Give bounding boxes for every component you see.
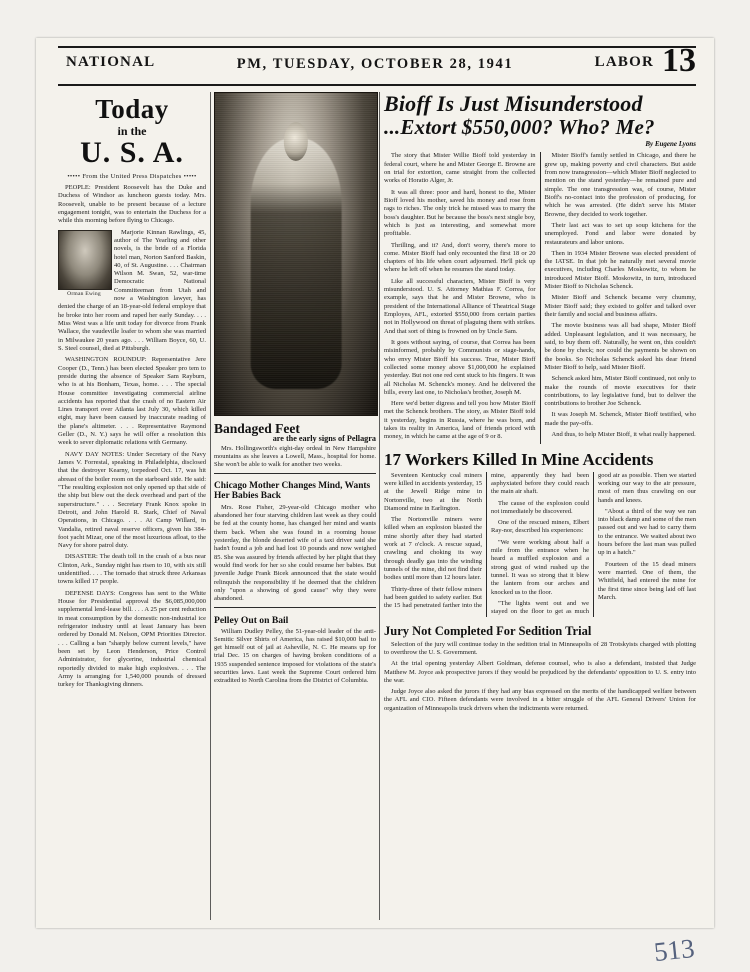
paragraph: NAVY DAY NOTES: Under Secretary of the Navy James V. Forrestal, speaking in Philadelphia, disclosed that the destroyer Kearny, torpedoed Oct. 17, was hit abreast of the boiler room on the starboard side. He said: "The resulting explosion not only opened up that side of the ship but blew out the deck overhead and part of the superstructure." . . . Secretary Frank Knox spoke in Detroit, and John Harold R. Stark, Chief of Naval Operations, in Chicago. . . . At Camp Willard, in Vandalia, retired naval reserve officers, given his 384-foot yacht Mizar, one of the most luxurious afloat, to the Navy for shore patrol duty. [58, 450, 206, 550]
paragraph: "About a third of the way we ran into black damp and some of the men passed out and we had to carry them to the entrance. We waited about two hours before the last man was pulled up in a hatch." [598, 507, 696, 557]
paragraph: Selection of the jury will continue today in the sedition trial in Minneapolis of 28 Trotskyists charged with plotting to overthrow the U. S. Government. [384, 640, 696, 656]
mine-accidents-headline: 17 Workers Killed In Mine Accidents [384, 449, 654, 469]
paragraph: The story that Mister Willie Bioff told yesterday in federal court, where he and Mister George E. Browne are on trial for extortion, came straight from the collected works of Horatio Alger, Jr. [384, 152, 536, 185]
chicago-mother-headline: Chicago Mother Changes Mind, Wants Her Babies Back [214, 480, 371, 502]
handwritten-annotation: 513 [651, 932, 696, 968]
today-headline [58, 96, 206, 168]
paragraph: Judge Joyce also asked the jurors if they had any bias expressed on the merits of the handicapped welfare between the AFL and CIO. Fifteen defendants were involved in a bitter struggle of the AFL General Drivers' Union for organization of Minneapolis truck drivers when the indictments were returned. [384, 688, 696, 712]
standing-figure-photo [214, 92, 378, 416]
portrait-caption: Orman Ewing [67, 290, 101, 297]
paragraph: One of the rescued miners, Elbert Ray-nor, described his experiences: [491, 519, 589, 535]
bioff-headline-line1: Bioff Is Just Misunderstood [384, 91, 643, 116]
pelley-headline: Pelley Out on Bail [214, 614, 289, 626]
paragraph: DEFENSE DAYS: Congress has sent to the White House for Presidential approval the $6,085,000,000 supplemental lend-lease bill. . . . A 25 per cent reduction in meat consumption by the domestic non-industrial ice refrigerator industry until at least January has been ordered by Donald M. Nelson, OPM Priorities Director. . . . Calling a ban "sharply below current levels," have been set by Leon Henderson, Price Control Administrator, for glycerine, industrial chemical reportedly divided to make high explosives. . . . The Army is arranging for 1,540,000 pounds of dressed turkey for Thanksgiving dinners. [58, 589, 206, 689]
column-bioff-feature [384, 92, 696, 920]
bioff-headline [384, 92, 696, 138]
masthead-section-right: LABOR [594, 54, 654, 70]
section-rule [214, 607, 376, 608]
pelley-body [214, 628, 376, 686]
paragraph: Schenck asked him, Mister Bioff continued, not only to make the rounds of movie executives for their contributions, to lay legislative fund, but to deliver the contributions to brother Joe Schenck. [544, 375, 696, 408]
paragraph: Marjorie Kinnan Rawlings, 45, author of The Yearling and other novels, is the bride of a Florida hotel man, Norton Sanford Baskin, 40, of St. Augustine. . . . Chairman Wilson M. Swan, 52, war-time Democratic National Committeeman from Utah and now a Washington lawyer, has denied the charge of an 18-year-old federal employe that he broke into her room and raped her early Sunday. . . . Miss West was a life unit today for divorce from Frank Wallace, the vaudeville loafer to whom she was married in Milwaukee 20 years ago. . . . William Boyce, 60, U. S. Steel counsel, died at Pittsburgh. [58, 228, 206, 352]
paragraph: Mrs. Rose Fisher, 29-year-old Chicago mother who abandoned her four starving children last week as they could be fed at the county home, has changed her mind and wants them back. When she was found in a rooming house yesterday, the blonde deserted wife of a taxi driver said she hadn't found a job and had lost 10 pounds and now weighed 85. She was assured by friends affected by her plight that they would find work for her so she could resume her babies. But juvenile Judge Frank Bicek announced that the state would relinquish the responsibility if he deemed that the children only "upon a showing of good cause" why they were abandoned. [214, 503, 376, 603]
bioff-byline: By Eugene Lyons [645, 140, 696, 149]
photo-figure-head [284, 122, 308, 161]
paragraph: "We were working about half a mile from the entrance when he heard a muffled explosion and a strong gust of wind rushed up the tunnel. It was so strong that it blew the lantern from our arches and knocked us to the floor. [491, 538, 589, 596]
paragraph: The cause of the explosion could not immediately be discovered. [491, 499, 589, 515]
newspaper-page-scan [36, 38, 714, 928]
sedition-trial-headline: Jury Not Completed For Sedition Trial [384, 623, 592, 638]
paragraph: Then in 1934 Mister Browne was elected president of the IATSE. In that job he naturally met several movie executives, including Charles Moskowitz, to whom he introduced Mister Bioff. Moskowitz, in turn, introduced Mister Bioff to Nicholas Schenck. [544, 249, 696, 291]
paragraph: "The lights went out and we stayed on the floor to get as much good air as possible. Then we started working our way to the air pressure, most of men thus crawling on our hands and knees. [491, 471, 696, 616]
paragraph: The movie business was all bad shape, Mister Bioff added. Unpleasant legislation, and it was necessary, he said, to buy them off. Naturally, he went on, this couldn't be done by check; nor could the payments be shown on the books. So Nicholas Schenck asked his dear friend Mister Bioff to help, said Mister Bioff. [544, 322, 696, 371]
section-rule [214, 473, 376, 474]
paragraph: Thirty-three of their fellow miners had been guided to safety earlier. But the 15 had penetrated farther into the mine, apparently they had been asphyxiated before they could reach the main air shaft. [384, 471, 589, 610]
bioff-headline-line2: ...Extort $550,000? Who? Me? [384, 114, 655, 139]
masthead-rule-top [58, 46, 696, 48]
paragraph: It was all three: poor and hard, honest to the, Mister Bioff loved his mother, saved his money and rose from rags to riches. The only trick he missed was to marry the boss's daughter. But he because the boss's next single boy, which is just as interesting, and somewhat more profitable. [384, 188, 536, 238]
column-divider-2 [379, 92, 380, 920]
bandaged-feet-headline-kicker: are the early signs of Pellagra [272, 434, 376, 444]
chicago-mother-body [214, 504, 376, 604]
paragraph: Mister Bioff and Schenck became very chummy, Mister Bioff said; they existed to golfer and talked over their family and social and business affairs. [544, 294, 696, 319]
today-body [58, 184, 206, 689]
masthead-dateline: PM, TUESDAY, OCTOBER 28, 1941 [236, 56, 514, 72]
today-credit-line: ••••• From the United Press Dispatches ••••• [67, 173, 197, 180]
paragraph: Fourteen of the 15 dead miners were married. One of them, the Whitfield, had entered the mine for the first time since being laid off last March. [598, 560, 696, 601]
mine-accidents-body [384, 472, 696, 617]
bandaged-feet-headline-main: Bandaged Feet [214, 421, 300, 436]
bandaged-feet-body [214, 445, 376, 470]
bandaged-feet-headline [214, 422, 376, 444]
paragraph: Their last act was to set up soup kitchens for the unemployed. Fond and labor were donated by restaurateurs and labor unions. [544, 221, 696, 246]
photo-figure-body [251, 138, 342, 389]
column-today-in-the-usa [58, 92, 206, 920]
paragraph: Thrilling, and it? And, don't worry, there's more to come. Mister Bioff had only recounted the first 18 or 20 chapters of his life when court adjourned. He'll pick up where he left off when he resumes the stand today. [384, 241, 536, 274]
paragraph: It goes without saying, of course, that Correa has been misinformed, probably by Communists or stage-hands, who envy Mister Bioff his success. True, Mister Bioff collected some money above $1,000,000 he explained yesterday. But not one red cent stuck to his fingers. It was all Nicholas M. Schenck's money. And he delivered the bills, every last one, to Nicholas's brother, Joseph M. [384, 338, 536, 396]
paragraph: Seventeen Kentucky coal miners were killed in accidents yesterday, 15 at the Jewell Ridge mine in Nortonville, two at the North Diamond mine in Earlington. [384, 471, 482, 512]
paragraph: And thus, to help Mister Bioff, it what really happened. [551, 431, 696, 439]
column-photo-and-briefs [214, 92, 376, 920]
column-grid [58, 92, 696, 920]
paragraph: Mister Bioff's family settled in Chicago, and there he grew up, making poverty and civil characters. But aside from now transgression—which Mister Bioff neglected to mention on the stand yesterday—he remained pure and simple. The one transgression was, of course, Mister Bioff's no-contact into the profession of producing, for which he was arrested. (He didn't serve his Mister Browne, they decided to work together. [544, 152, 696, 218]
paragraph: At the trial opening yesterday Albert Goldman, defense counsel, who is also a defendant, insisted that Judge Matthew M. Joyce ask prospective jurors if they would be prejudiced by the defendants' opposition to U. S. entry into the war. [384, 660, 696, 684]
sedition-trial-body [384, 641, 696, 714]
today-headline-line3: U. S. A. [80, 136, 184, 169]
paragraph: William Dudley Pelley, the 51-year-old leader of the anti-Semitic Silver Shirts of America, has raised $10,000 bail to get himself out of jail at Asheville, N. C. He means up for trial Dec. 15 on charges of having broken conditions of a 1935 suspended sentence imposed for violations of the state's securities laws. Last week the Supreme Court ordered him extradited to North Carolina from the District of Columbia. [214, 627, 376, 685]
portrait-cut [58, 230, 110, 298]
today-headline-line1: Today [95, 94, 169, 124]
paragraph: The Nortonville miners were killed when an explosion blasted the mine shortly after they had started work at 7 o'clock. A rescue squad, crawling and choking its way through deadly gas into the winding tunnels of the mine, did not find their bodies until more than 12 hours later. [384, 516, 482, 582]
page-number: 13 [662, 42, 696, 79]
bioff-body [384, 152, 696, 443]
paragraph: Mrs. Hollingsworth's eight-day ordeal in New Hampshire mountains as she leaves a Lowell, Mass., hospital for home. She won't be able to walk for another two weeks. [214, 444, 376, 469]
paragraph: WASHINGTON ROUNDUP: Representative Jere Cooper (D., Tenn.) has been elected Speaker pro tem to preside during the absence of Speaker Sam Rayburn, who is at his Bonham, Texas, home. . . . The special House committee investigating commercial airline accidents has reported that the crash of no Eastern Air Lines transport over Atlanta last July 30, which killed eight, may have been caused by inaccurate reading of the plane's altimeter. . . . Representative Raymond Geller (D., N. Y.) says he will offer a resolution this week to sever diplomatic relations with Germany. [58, 356, 206, 447]
paragraph: PEOPLE: President Roosevelt has the Duke and Duchess of Windsor as luncheon guests today. Mrs. Roosevelt, unable to be present because of a lecture engagement tonight, was to entertain the Duchess for a while this morning before flying to Chicago. [58, 184, 206, 225]
masthead-section-left: NATIONAL [66, 54, 156, 70]
today-headline-line2: in the [117, 124, 147, 138]
column-divider-1 [210, 92, 211, 920]
paragraph: It was Joseph M. Schenck, Mister Bioff testified, who made the pay-offs. [544, 411, 696, 427]
paragraph: Like all successful characters, Mister Bioff is very misunderstood. U. S. Attorney Mathias F. Correa, for example, says that he and Mister Browne, who is president of the International Alliance of Theatrical Stage Employes, AFL, extorted $550,000 from certain parties not in Hollywood on threat of plaguing them with strikes. And that sort of thing is frowned on by Uncle Sam. [384, 277, 536, 335]
masthead-rule-bottom [58, 84, 696, 86]
paragraph: DISASTER: The death toll in the crash of a bus near Clinton, Ark., Sunday night has risen to 10, with six still unidentified. . . . The tornado that struck three Arkansas towns killed 17 people. [58, 553, 206, 586]
portrait-photo [58, 230, 112, 290]
paragraph: Here we'd better digress and tell you how Mister Bioff met the Schenck brothers. The story, as Mister Bioff told it yesterday, begins in Russia, where he was born, and takes its reality in America, land of friends priced with money, in which he came at the age of 9 or 8. [384, 400, 536, 441]
masthead [36, 42, 714, 86]
